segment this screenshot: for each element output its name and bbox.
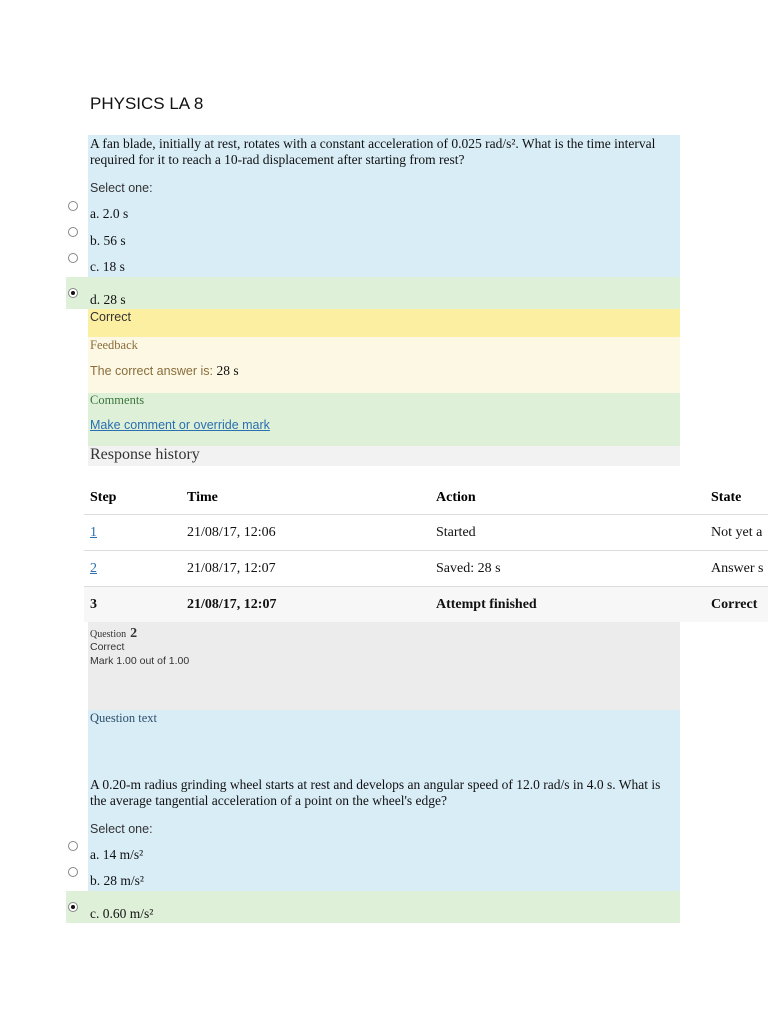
option-b-radio[interactable] [68,227,78,237]
option-d-row [66,277,680,309]
make-comment-link[interactable]: Make comment or override mark [90,418,270,432]
page-title: PHYSICS LA 8 [90,94,204,113]
question-2-status: Correct [90,641,125,653]
option-c-radio[interactable] [68,253,78,263]
feedback-heading: Feedback [90,338,138,352]
q2-option-c-label[interactable]: c. 0.60 m/s² [90,906,154,921]
q2-option-a-label[interactable]: a. 14 m/s² [90,847,144,862]
question-label: Question [90,629,127,640]
question-1-text: A fan blade, initially at rest, rotates with a constant acceleration of 0.025 rad/s². What is the time interval required for it to reach a 10-rad displacement after starting from rest? [90,136,656,167]
history-step-3: 3 [90,597,97,612]
question-2-text: A 0.20-m radius grinding wheel starts at rest and develops an angular speed of 12.0 rad/s in 4.0 s. What is the average tangential acceleration of a point on the wheel's edge? [90,777,661,808]
history-action-2: Saved: 28 s [436,561,501,576]
result-text: Correct [90,310,131,324]
feedback-prefix: The correct answer is: [90,364,213,378]
select-one-label: Select one: [90,822,153,836]
history-state-1: Not yet a [711,525,763,540]
option-a-radio[interactable] [68,201,78,211]
feedback-answer: 28 s [216,363,239,378]
select-one-label: Select one: [90,181,153,195]
q2-option-b-radio[interactable] [68,867,78,877]
question-2-number [90,624,137,642]
history-time-1: 21/08/17, 12:06 [187,525,276,540]
response-history-heading: Response history [90,446,200,463]
option-d-label[interactable]: d. 28 s [90,292,126,307]
history-step-link-1[interactable]: 1 [90,525,97,540]
result-banner [88,309,680,337]
table-divider [84,550,768,551]
option-c-label[interactable]: c. 18 s [90,259,125,274]
history-time-3: 21/08/17, 12:07 [187,597,277,612]
col-action-header: Action [436,490,476,505]
col-time-header: Time [187,490,218,505]
history-action-3: Attempt finished [436,597,537,612]
col-step-header: Step [90,490,117,505]
question-2-mark: Mark 1.00 out of 1.00 [90,655,190,667]
option-b-label[interactable]: b. 56 s [90,233,126,248]
comments-heading: Comments [90,393,145,407]
history-state-3: Correct [711,597,758,612]
q2-option-c-row [66,891,680,923]
col-state-header: State [711,490,742,505]
history-action-1: Started [436,525,476,540]
option-d-radio[interactable] [68,288,78,298]
q2-option-b-label[interactable]: b. 28 m/s² [90,873,144,888]
question-text-heading: Question text [90,711,158,725]
question-number: 2 [130,626,138,641]
history-time-2: 21/08/17, 12:07 [187,561,276,576]
history-step-link-2[interactable]: 2 [90,561,97,576]
table-divider [84,514,768,515]
option-a-label[interactable]: a. 2.0 s [90,206,129,221]
history-state-2: Answer s [711,561,764,576]
q2-option-c-radio[interactable] [68,902,78,912]
q2-option-a-radio[interactable] [68,841,78,851]
feedback-text [90,363,239,379]
